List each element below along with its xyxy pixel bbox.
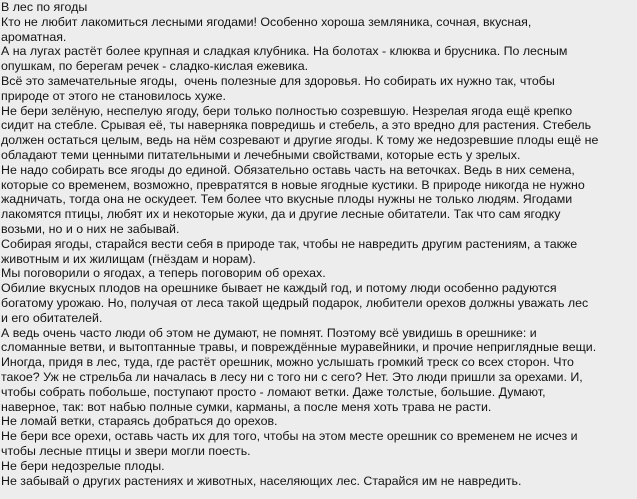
text-line: которые со временем, возможно, превратятся в новые ягодные кустики. В природе никогда не нужно (1, 177, 585, 192)
text-line: Не бери недозрелые плоды. (1, 458, 165, 473)
text-line: сломанные ветви, и вытоптанные травы, и повреждённые муравейники, и прочие неприглядные вещи. (1, 340, 597, 355)
text-line: чтобы собрать побольше, поступают просто - ломают ветки. Даже толстые, большие. Думают, (1, 384, 546, 399)
text-line: Не бери зелёную, неспелую ягоду, бери только полностью созревшую. Незрелая ягода ещё крепко (1, 103, 573, 118)
text-line: богатому урожаю. Но, получая от леса такой щедрый подарок, любители орехов должны уважать лес (1, 295, 589, 310)
text-line: Мы поговорили о ягодах, а теперь поговорим об орехах. (1, 266, 326, 281)
text-line: лакомятся птицы, любят их и некоторые жуки, да и другие лесные обитатели. Так что сам ягодку (1, 207, 561, 222)
text-line: Обилие вкусных плодов на орешнике бывает не каждый год, и потому люди особенно радуются (1, 281, 557, 296)
text-line: Не ломай ветки, стараясь добраться до орехов. (1, 414, 278, 429)
text-line: природе от этого не становилось хуже. (1, 88, 226, 103)
text-line: обладают теми ценными питательными и лечебными свойствами, которые есть у зрелых. (1, 147, 521, 162)
text-line: должен остаться целым, ведь на нём созревают и другие ягоды. К тому же недозревшие плоды ещё не (1, 133, 599, 148)
text-line: возьми, но и о них не забывай. (1, 221, 180, 236)
text-line: чтобы лесные птицы и звери могли поесть. (1, 443, 251, 458)
text-line: жадничать, тогда она не оскудеет. Тем более что вкусные плоды нужны не только людям. Ягодами (1, 192, 573, 207)
text-line: Иногда, придя в лес, туда, где растёт орешник, можно услышать громкий треск со всех сторон. Что (1, 355, 574, 370)
text-line: Кто не любит лакомиться лесными ягодами! Особенно хороша земляника, сочная, вкусная, (1, 14, 532, 29)
text-line: ароматная. (1, 29, 67, 44)
document-title: В лес по ягоды (1, 0, 88, 14)
text-line: Не забывай о других растениях и животных, населяющих лес. Старайся им не навредить. (1, 473, 522, 488)
text-line: такое? Уж не стрельба ли началась в лесу ни с того ни с сего? Нет. Это люди пришли за орехами. И, (1, 369, 583, 384)
text-line: Не надо собирать все ягоды до единой. Обязательно оставь часть на веточках. Ведь в них семена, (1, 162, 575, 177)
text-line: А на лугах растёт более крупная и сладкая клубника. На болотах - клюква и брусника. По лесным (1, 44, 568, 59)
text-line: животным и их жилищам (гнёздам и норам). (1, 251, 256, 266)
text-line: Собирая ягоды, старайся вести себя в природе так, чтобы не навредить другим растениям, а также (1, 236, 578, 251)
text-line: Всё это замечательные ягоды, очень полезные для здоровья. Но собирать их нужно так, чтобы (1, 73, 555, 88)
text-line: сидит на стебле. Срывая её, ты наверняка повредишь и стебель, а это вредно для растения. Стебель (1, 118, 592, 133)
document-body (1, 0, 635, 488)
text-line: опушкам, по берегам речек - сладко-кислая ежевика. (1, 59, 309, 74)
text-line: Не бери все орехи, оставь часть их для того, чтобы на этом месте орешник со временем не исчез и (1, 429, 578, 444)
text-line: и его обитателей. (1, 310, 103, 325)
text-line: наверное, так: вот набью полные сумки, карманы, а после меня хоть трава не расти. (1, 399, 492, 414)
text-line: А ведь очень часто люди об этом не думают, не помнят. Поэтому всё увидишь в орешнике: и (1, 325, 537, 340)
